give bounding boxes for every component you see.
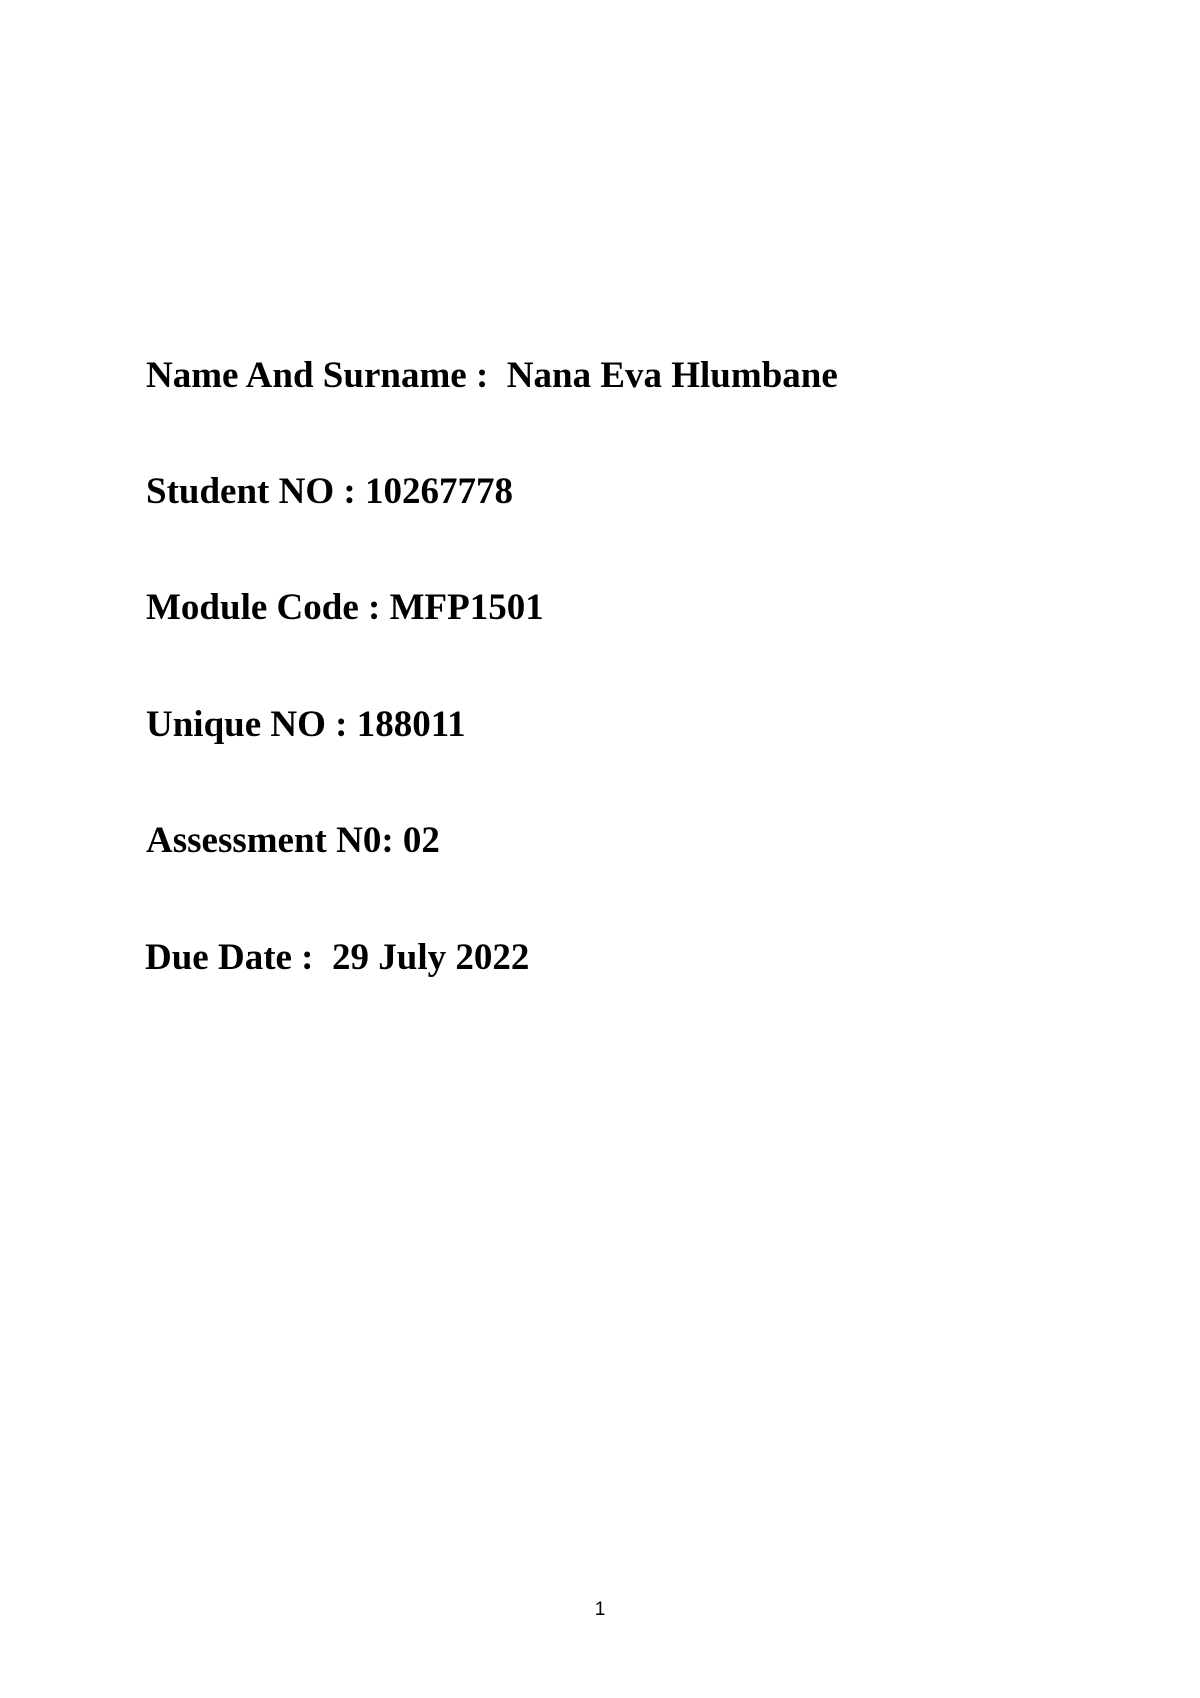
module-code-line: Module Code : MFP1501 <box>146 587 544 628</box>
name-and-surname-line: Name And Surname : Nana Eva Hlumbane <box>146 355 838 396</box>
student-number-line: Student NO : 10267778 <box>146 471 513 512</box>
unique-number-line: Unique NO : 188011 <box>146 704 466 745</box>
page-number: 1 <box>594 1599 606 1620</box>
assessment-number-line: Assessment N0: 02 <box>146 820 440 861</box>
due-date-line: Due Date : 29 July 2022 <box>145 937 530 978</box>
